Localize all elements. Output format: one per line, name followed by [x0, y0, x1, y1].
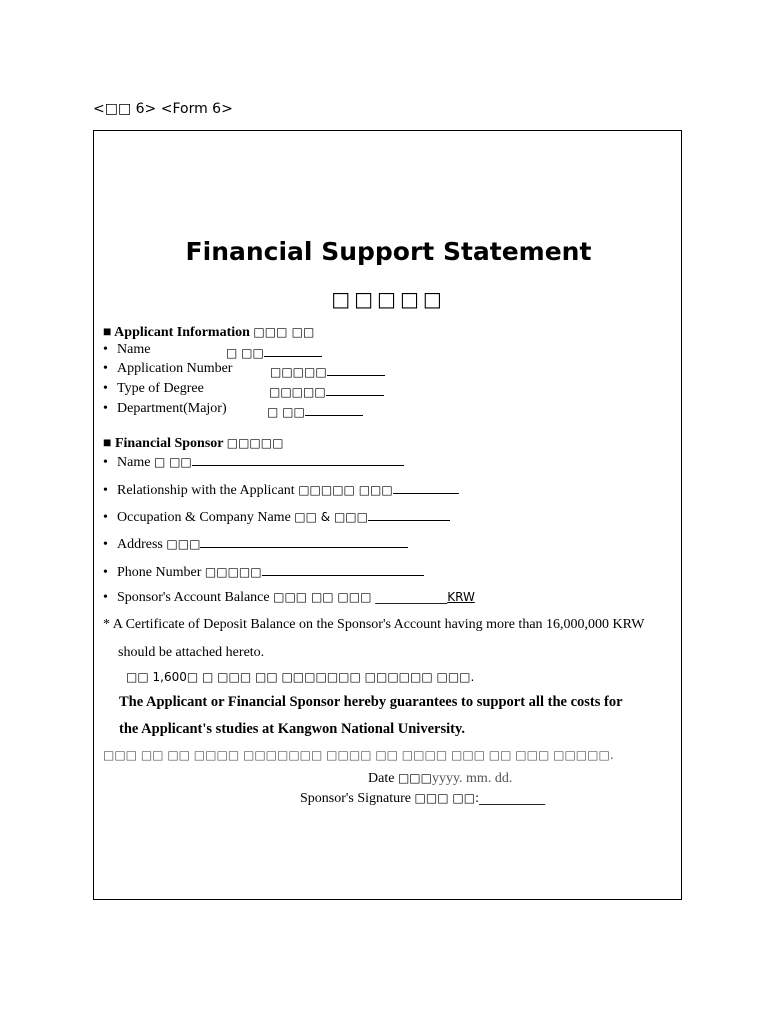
statement-frame — [93, 130, 682, 900]
relationship-row — [103, 481, 459, 499]
date-ko: □□□ — [397, 771, 432, 785]
bullet-icon: • — [103, 537, 108, 552]
bullet-icon: • — [103, 565, 108, 580]
account-balance-ko[interactable]: □□□ □□ □□□ ____________ — [273, 590, 448, 604]
degree-type-ko-text: □□□□□ — [269, 385, 326, 399]
address-ko: □□□ — [166, 537, 201, 551]
application-number-ko — [270, 363, 385, 379]
certificate-note-line2: should be attached hereto. — [118, 645, 265, 660]
sponsor-name-label: Name — [117, 455, 151, 470]
bullet-icon: • — [103, 590, 108, 605]
form-number: <□□ 6> <Form 6> — [93, 101, 233, 117]
degree-type-field[interactable] — [326, 383, 384, 396]
guarantee-line2: the Applicant's studies at Kangwon National University. — [119, 721, 466, 737]
phone-row — [103, 563, 424, 581]
bullet-icon: • — [103, 361, 108, 376]
application-number-field[interactable] — [327, 363, 385, 376]
application-number-ko-text: □□□□□ — [270, 365, 327, 379]
applicant-heading-ko: □□□ □□ — [253, 325, 315, 339]
address-field[interactable] — [200, 535, 408, 548]
bullet-icon: • — [103, 342, 108, 357]
certificate-note-line1: * A Certificate of Deposit Balance on the Sponsor's Account having more than 16,000,000 KRW — [103, 617, 645, 632]
application-number-row — [103, 361, 232, 377]
account-balance-row — [103, 590, 475, 606]
applicant-heading-text: ■ Applicant Information — [103, 325, 250, 340]
sponsor-name-row — [103, 453, 404, 471]
signature-field[interactable]: □□□ □□:___________ — [414, 791, 546, 805]
occupation-label: Occupation & Company Name — [117, 510, 291, 525]
guarantee-ko: □□□ □□ □□ □□□□ □□□□□□□ □□□□ □□ □□□□ □□□ □□ □□□ □□□□□. — [103, 748, 614, 762]
date-row — [368, 771, 512, 787]
applicant-name-ko — [226, 344, 322, 360]
page-subtitle: □□□□□ — [331, 287, 446, 311]
sponsor-name-ko: □ □□ — [153, 455, 192, 469]
guarantee-line1: The Applicant or Financial Sponsor hereby guarantees to support all the costs for — [119, 694, 623, 710]
department-row — [103, 401, 227, 417]
sponsor-name-field[interactable] — [192, 453, 404, 466]
degree-type-ko — [269, 383, 384, 399]
occupation-row — [103, 508, 450, 526]
application-number-label: Application Number — [117, 361, 233, 376]
applicant-name-ko-text: □ □□ — [226, 346, 264, 360]
phone-ko: □□□□□ — [204, 565, 262, 579]
relationship-ko: □□□□□ □□□ — [298, 483, 393, 497]
page-title: Financial Support Statement — [185, 237, 592, 266]
department-field[interactable] — [305, 403, 363, 416]
relationship-field[interactable] — [393, 481, 459, 494]
department-ko-text: □ □□ — [267, 405, 305, 419]
applicant-name-field[interactable] — [264, 344, 322, 357]
date-label: Date — [368, 771, 395, 786]
applicant-heading — [103, 325, 314, 341]
address-label: Address — [117, 537, 163, 552]
applicant-name-row — [103, 342, 150, 358]
signature-label: Sponsor's Signature — [300, 791, 412, 806]
sponsor-heading-text: ■ Financial Sponsor — [103, 436, 224, 451]
address-row — [103, 535, 408, 553]
phone-label: Phone Number — [117, 565, 202, 580]
applicant-name-label: Name — [117, 342, 151, 357]
certificate-note-ko: □□ 1,600□ □ □□□ □□ □□□□□□□ □□□□□□ □□□. — [126, 670, 475, 684]
occupation-ko: □□ & □□□ — [294, 510, 368, 524]
occupation-field[interactable] — [368, 508, 450, 521]
relationship-label: Relationship with the Applicant — [117, 483, 295, 498]
department-label: Department(Major) — [117, 401, 227, 416]
bullet-icon: • — [103, 401, 108, 416]
currency-label: KRW — [447, 590, 475, 604]
sponsor-heading-ko: □□□□□ — [226, 436, 284, 450]
sponsor-heading — [103, 436, 283, 452]
degree-type-label: Type of Degree — [117, 381, 204, 396]
phone-field[interactable] — [262, 563, 424, 576]
degree-type-row — [103, 381, 204, 397]
bullet-icon: • — [103, 510, 108, 525]
bullet-icon: • — [103, 455, 108, 470]
department-ko — [267, 403, 363, 419]
date-field[interactable]: yyyy. mm. dd. — [431, 771, 513, 786]
signature-row — [300, 791, 545, 807]
bullet-icon: • — [103, 381, 108, 396]
account-balance-label: Sponsor's Account Balance — [117, 590, 270, 605]
bullet-icon: • — [103, 483, 108, 498]
